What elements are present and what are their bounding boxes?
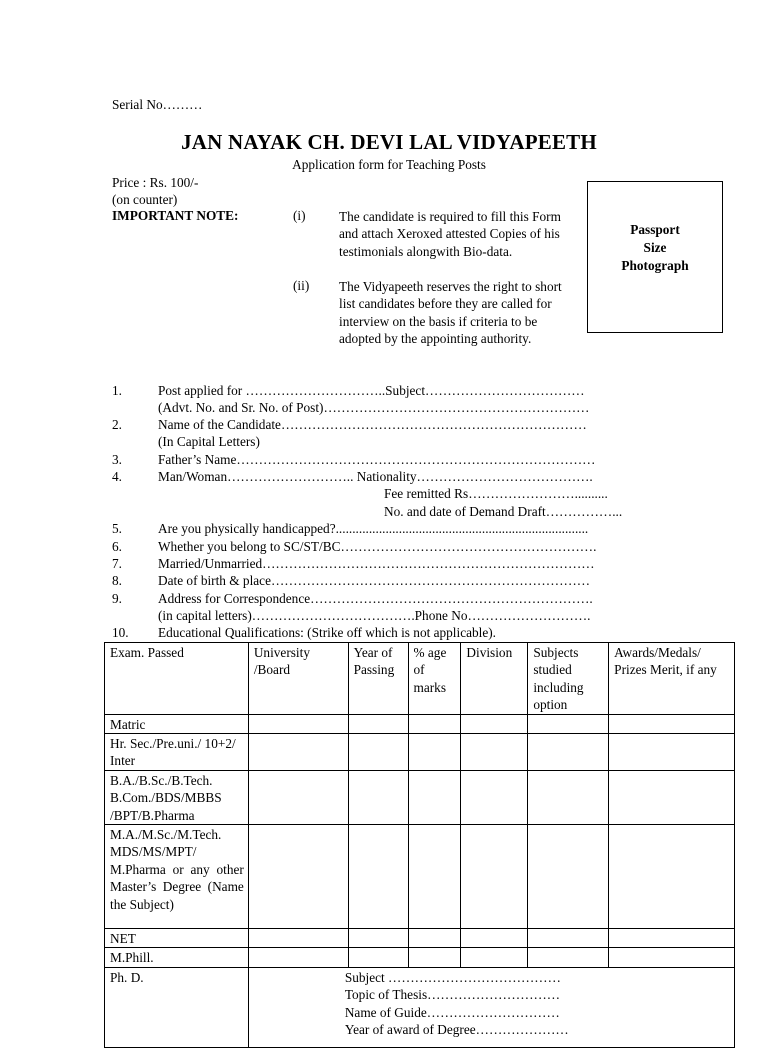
field-handicapped[interactable]: 5. Are you physically handicapped?............................................................................ — [112, 521, 589, 536]
field-demand-draft[interactable]: No. and date of Demand Draft……………... — [384, 504, 623, 519]
form-subtitle: Application form for Teaching Posts — [292, 157, 486, 172]
note-text: The Vidyapeeth reserves the right to short list candidates before they are called for interview on the basis if criteria to be adopted by the appointing authority. — [339, 279, 562, 347]
col-header-marks: % age of marks — [408, 643, 461, 715]
field-dob-place[interactable]: 8. Date of birth & place……………………………………………………………… — [112, 573, 591, 588]
note-number: (i) — [293, 208, 306, 223]
phd-thesis-field[interactable]: Topic of Thesis………………………… — [344, 987, 561, 1003]
field-gender-nationality[interactable]: 4. Man/Woman……………………….. Nationality…………………………………. — [112, 469, 593, 484]
exam-label: Hr. Sec./Pre.uni./ 10+2/ Inter — [105, 734, 249, 771]
phd-year-field[interactable]: Year of award of Degree………………… — [344, 1022, 569, 1038]
page-title: JAN NAYAK CH. DEVI LAL VIDYAPEETH — [181, 130, 597, 154]
field-candidate-name[interactable]: 2. Name of the Candidate…………………………………………………………… — [112, 417, 587, 432]
phd-details[interactable] — [248, 967, 734, 1047]
passport-photo-box[interactable] — [587, 181, 723, 333]
col-header-division: Division — [461, 643, 528, 715]
field-marital-status[interactable]: 7. Married/Unmarried………………………………………………………………… — [112, 556, 595, 571]
exam-label: B.A./B.Sc./B.Tech. B.Com./BDS/MBBS /BPT/B.Pharma — [105, 770, 249, 824]
table-row — [105, 948, 735, 967]
table-header-row — [105, 643, 735, 715]
col-header-year: Year of Passing — [348, 643, 408, 715]
exam-label: M.A./M.Sc./M.Tech. MDS/MS/MPT/ M.Pharma or any other Master’s Degree (Name the Subject) — [105, 825, 249, 929]
field-phone[interactable]: (in capital letters)……………………………….Phone No………………………. — [158, 608, 591, 623]
phd-guide-field[interactable]: Name of Guide………………………… — [344, 1004, 560, 1020]
field-category[interactable]: 6. Whether you belong to SC/ST/BC…………………………………………………. — [112, 539, 597, 554]
note-number: (ii) — [293, 278, 310, 293]
exam-label: Ph. D. — [105, 967, 249, 1047]
serial-number: Serial No……… — [112, 97, 203, 112]
table-row — [105, 770, 735, 824]
phd-subject-field[interactable]: Subject ………………………………… — [344, 969, 561, 985]
price: Price : Rs. 100/- — [112, 175, 199, 190]
exam-label: NET — [105, 929, 249, 948]
photo-label: Passport Size Photograph — [621, 222, 689, 273]
table-row — [105, 734, 735, 771]
table-row — [105, 929, 735, 948]
col-header-subjects: Subjects studied including option — [528, 643, 609, 715]
table-row-phd — [105, 967, 735, 1047]
field-advt-no[interactable]: (Advt. No. and Sr. No. of Post)…………………………………………………… — [158, 400, 590, 415]
field-fee-remitted[interactable]: Fee remitted Rs…………………….......... — [384, 486, 608, 501]
field-father-name[interactable]: 3. Father’s Name……………………………………………………………………… — [112, 452, 596, 467]
col-header-exam: Exam. Passed — [105, 643, 249, 715]
exam-label: M.Phill. — [105, 948, 249, 967]
field-education-heading: 10. Educational Qualifications: (Strike off which is not applicable). — [112, 625, 496, 640]
field-capital-note: (In Capital Letters) — [158, 434, 260, 449]
field-post-applied[interactable]: 1. Post applied for …………………………..Subject……………………………… — [112, 383, 585, 398]
note-text: The candidate is required to fill this Form and attach Xeroxed attested Copies of his testimonials alongwith Bio-data. — [339, 209, 561, 259]
price-block — [112, 175, 198, 208]
exam-label: Matric — [105, 714, 249, 733]
field-address[interactable]: 9. Address for Correspondence………………………………………………………. — [112, 591, 593, 606]
price-note: (on counter) — [112, 191, 178, 207]
col-header-university: University /Board — [248, 643, 348, 715]
important-note-label: IMPORTANT NOTE: — [112, 208, 239, 223]
education-table — [104, 642, 735, 1048]
col-header-awards: Awards/Medals/ Prizes Merit, if any — [609, 643, 735, 715]
table-row — [105, 714, 735, 733]
table-row — [105, 825, 735, 929]
